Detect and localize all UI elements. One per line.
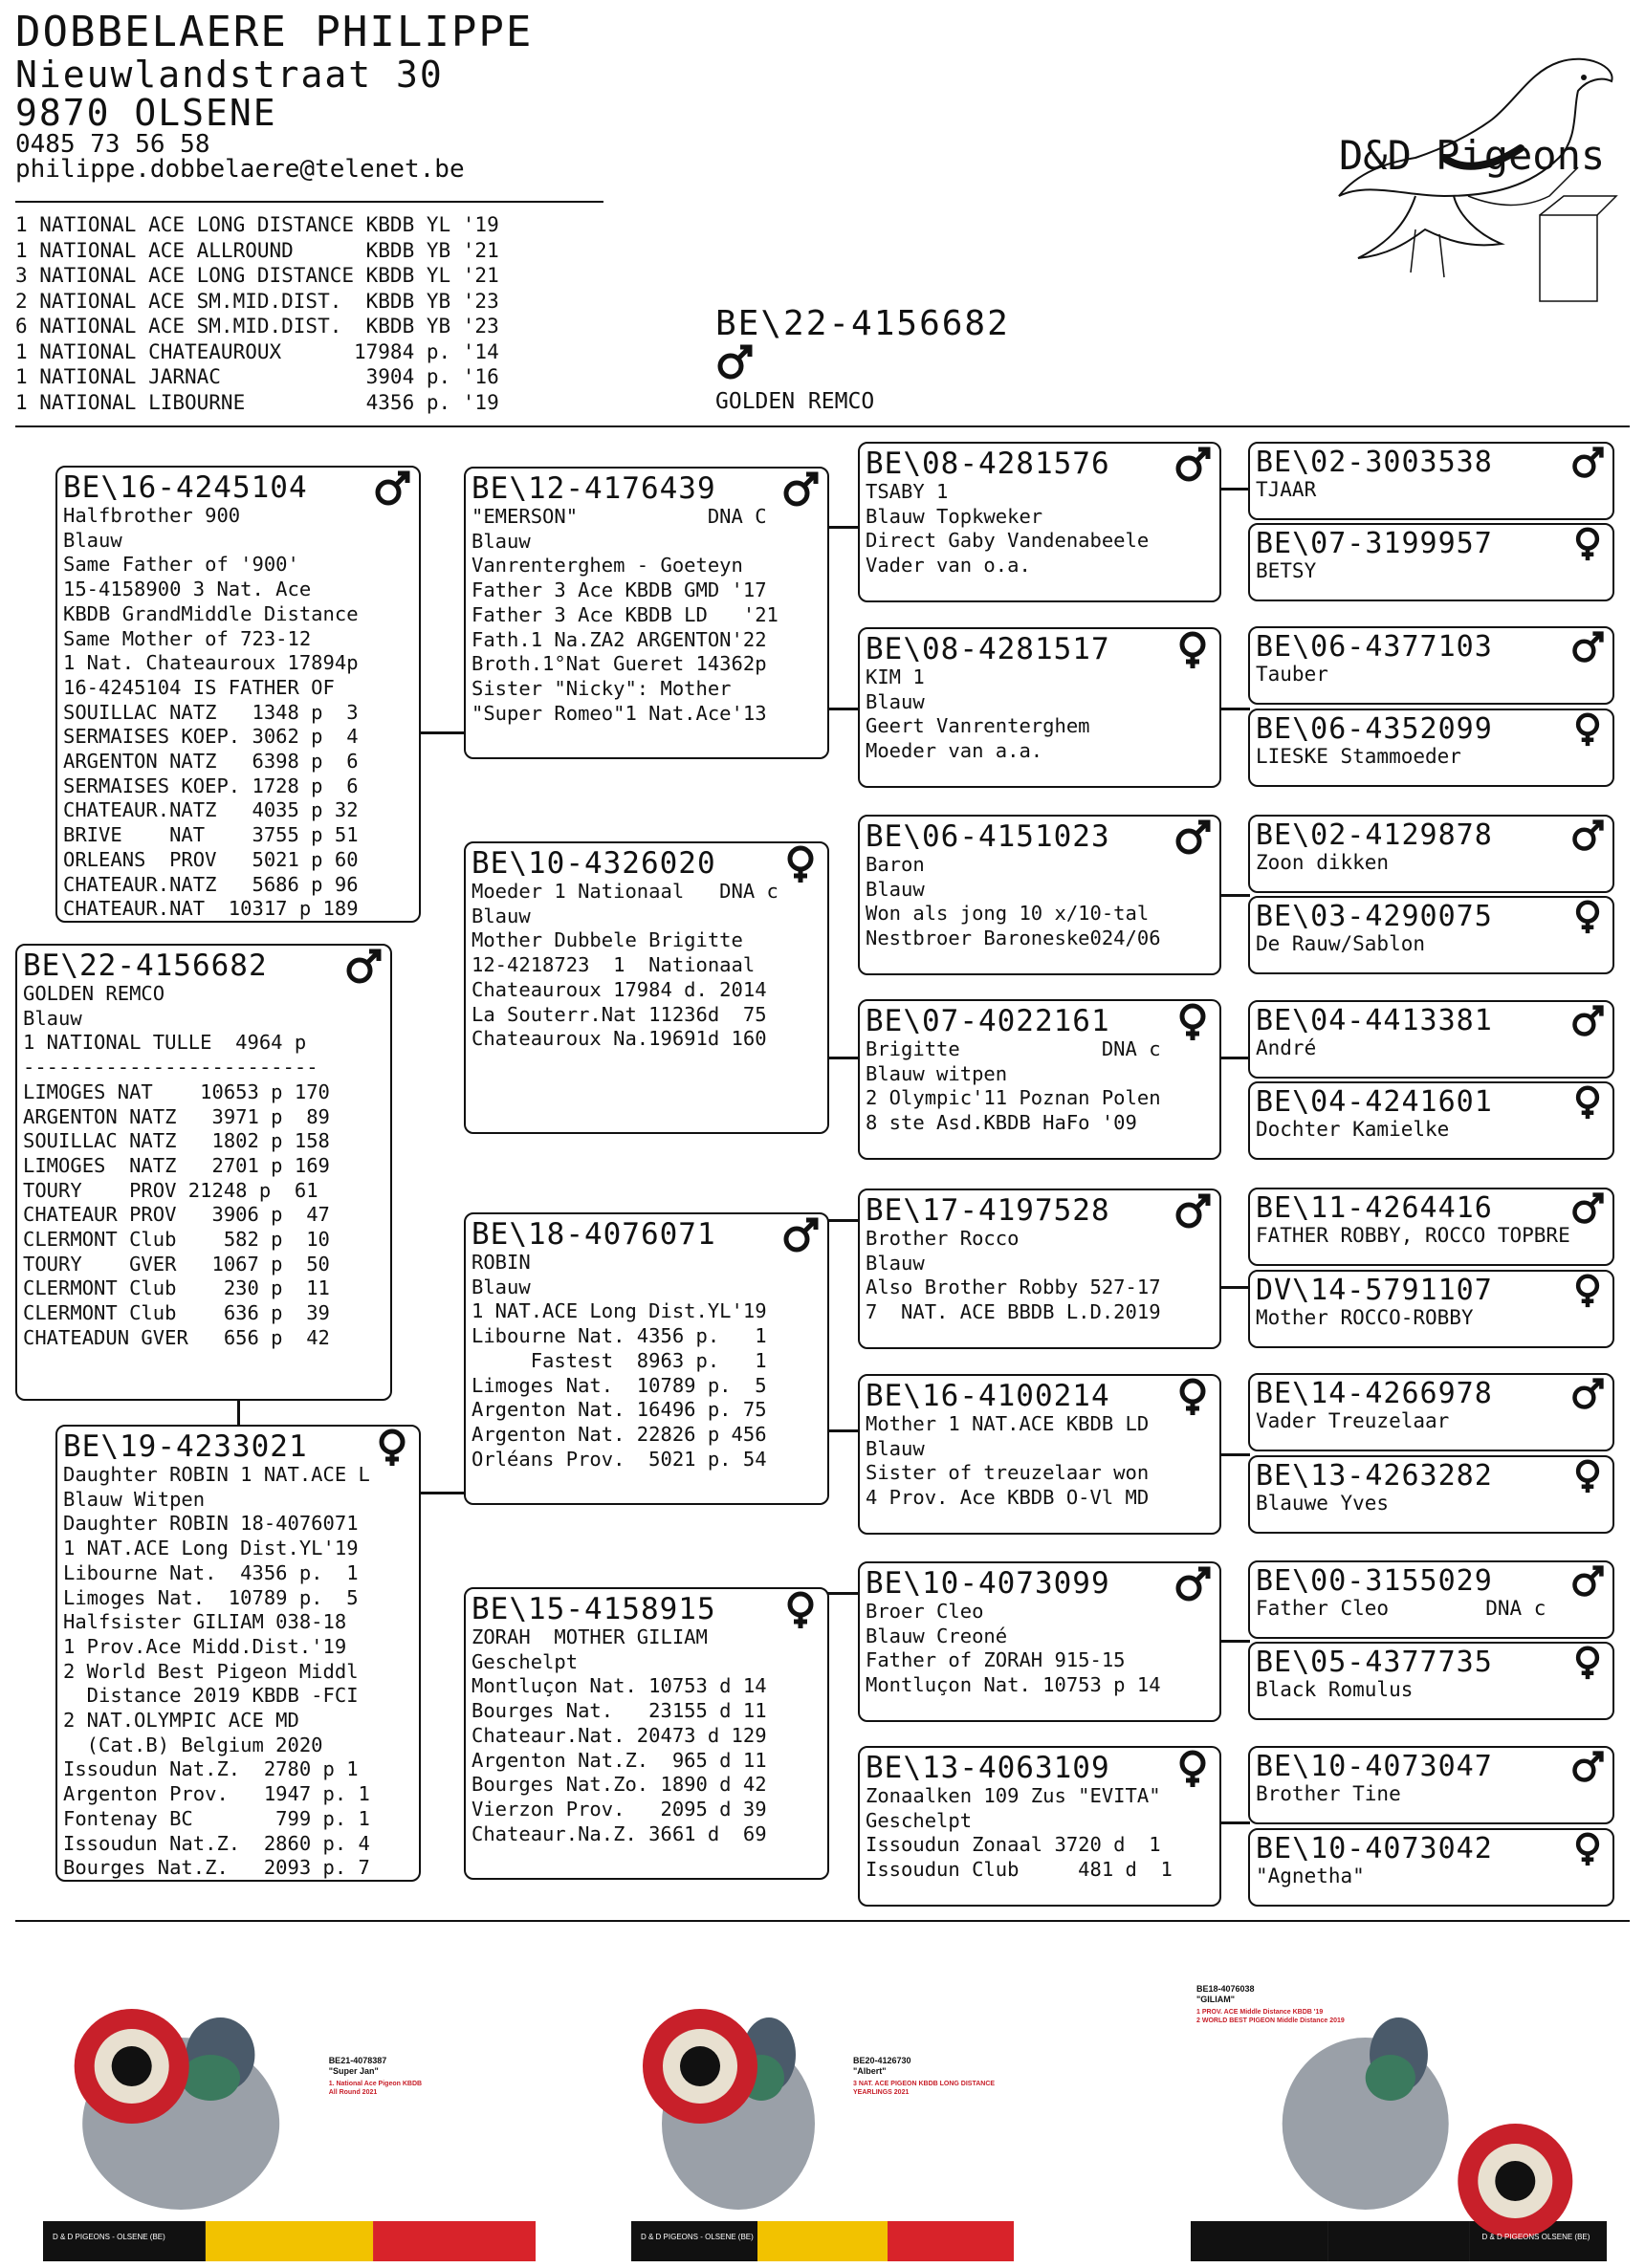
pigeon-info-line: 2 NAT.OLYMPIC ACE MD (63, 1709, 299, 1733)
male-icon (1570, 630, 1605, 665)
pigeon-info-line: 2 World Best Pigeon Middl (63, 1659, 359, 1683)
ring-number: BE\14-4266978 (1256, 1377, 1493, 1410)
pigeon-info-line: Won als jong 10 x/10-tal (866, 902, 1150, 926)
ring-number: BE\10-4326020 (472, 846, 716, 881)
owner-name: DOBBELAERE PHILIPPE (15, 8, 534, 56)
pedigree-box-gen4[interactable] (1248, 1642, 1614, 1720)
pedigree-box-gen4[interactable] (1248, 1000, 1614, 1079)
pedigree-box-sdd[interactable] (858, 999, 1221, 1160)
pigeon-info-line: Montluçon Nat. 10753 p 14 (866, 1673, 1161, 1697)
pedigree-box-ssd[interactable] (858, 627, 1221, 788)
male-icon (1173, 1565, 1212, 1603)
male-icon (344, 948, 383, 986)
pigeon-info-line: Black Romulus (1256, 1678, 1414, 1701)
pigeon-info-line: Mother Dubbele Brigitte (472, 928, 743, 952)
pigeon-info-line: Argenton Prov. 1947 p. 1 (63, 1782, 370, 1806)
pigeon-info-line: 4 Prov. Ace KBDB O-Vl MD (866, 1486, 1150, 1510)
pigeon-info-line: SOUILLAC NATZ 1802 p 158 (23, 1129, 330, 1153)
pedigree-box-gen4[interactable] (1248, 1373, 1614, 1451)
pigeon-info-line: Issoudun Nat.Z. 2860 p. 4 (63, 1831, 370, 1855)
pigeon-info-line: CLERMONT Club 230 p 11 (23, 1276, 330, 1300)
pigeon-info-line: ROBIN (472, 1251, 531, 1274)
pigeon-info-line: Blauw witpen (866, 1061, 1008, 1085)
pigeon-info-line: Blauw Witpen (63, 1487, 206, 1511)
pigeon-info-line: André (1256, 1036, 1317, 1059)
achievement-line: 1 NATIONAL ACE ALLROUND KBDB YB '21 (15, 238, 499, 262)
pigeon-info-line: Moeder 1 Nationaal DNA c (472, 880, 779, 903)
pigeon-info-line: BETSY (1256, 559, 1317, 582)
pigeon-info-line: La Souterr.Nat 11236d 75 (472, 1002, 767, 1026)
male-icon (1173, 1192, 1212, 1231)
pigeon-info-line: Blauw (866, 689, 925, 713)
pigeon-info-line: Halfsister GILIAM 038-18 (63, 1610, 347, 1634)
pedigree-box-gen4[interactable] (1248, 1270, 1614, 1348)
promo-name: "GILIAM" (1196, 1995, 1236, 2004)
promo-name: "Albert" (853, 2066, 887, 2076)
pigeon-info-line: CHATEAUR.NATZ 5686 p 96 (63, 872, 359, 896)
pigeon-info-line: CHATEADUN GVER 656 p 42 (23, 1325, 330, 1349)
pigeon-info-line: 7 NAT. ACE BBDB L.D.2019 (866, 1300, 1161, 1324)
ring-number: BE\12-4176439 (472, 471, 716, 506)
ring-number: BE\08-4281517 (866, 632, 1110, 666)
connector (827, 1057, 861, 1059)
female-icon (1570, 1274, 1605, 1308)
pigeon-photo-icon (43, 1974, 536, 2261)
pigeon-info-line: GOLDEN REMCO (23, 982, 165, 1005)
pigeon-info-line: Sister of treuzelaar won (866, 1461, 1150, 1485)
promo-subtitle: All Round 2021 (328, 2089, 378, 2096)
pigeon-info-line: TSABY 1 (866, 480, 949, 503)
promo-subtitle: YEARLINGS 2021 (853, 2089, 910, 2096)
pigeon-photo-icon (631, 1974, 1014, 2261)
achievement-line: 1 NATIONAL CHATEAUROUX 17984 p. '14 (15, 339, 499, 363)
connector (1219, 1057, 1250, 1059)
pigeon-info-line: TJAAR (1256, 478, 1317, 501)
male-icon (715, 343, 754, 382)
ring-number: BE\02-4129878 (1256, 818, 1493, 852)
female-icon (1570, 1646, 1605, 1680)
pigeon-info-line: 16-4245104 IS FATHER OF (63, 675, 335, 699)
pigeon-info-line: 15-4158900 3 Nat. Ace (63, 578, 312, 601)
pedigree-box-dam-sire[interactable] (464, 1212, 829, 1505)
owner-block (15, 10, 608, 182)
pigeon-info-line: CLERMONT Club 582 p 10 (23, 1228, 330, 1252)
pigeon-info-line: Vader van o.a. (866, 554, 1031, 578)
pigeon-info-line: Zoon dikken (1256, 851, 1390, 874)
pedigree-box-sire-dam[interactable] (464, 841, 829, 1134)
connector (421, 731, 464, 734)
pigeon-info-line: Blauw (866, 877, 925, 901)
pedigree-box-dam[interactable] (55, 1425, 421, 1882)
pigeon-info-line: LIMOGES NATZ 2701 p 169 (23, 1153, 330, 1177)
owner-street: Nieuwlandstraat 30 (15, 54, 444, 96)
achievement-line: 3 NATIONAL ACE LONG DISTANCE KBDB YL '21 (15, 264, 499, 287)
ring-number: BE\03-4290075 (1256, 900, 1493, 933)
pigeon-info-line: Blauw (472, 1275, 531, 1298)
male-icon (1173, 446, 1212, 484)
female-icon (781, 845, 820, 883)
pigeon-info-line: Fath.1 Na.ZA2 ARGENTON'22 (472, 627, 767, 651)
ring-number: BE\22-4156682 (23, 949, 268, 983)
pigeon-info-line: Chateauroux 17984 d. 2014 (472, 977, 767, 1001)
pigeon-info-line: Blauw (866, 1251, 925, 1275)
pigeon-info-line: KBDB GrandMiddle Distance (63, 601, 359, 625)
pigeon-info-line: "Agnetha" (1256, 1865, 1365, 1887)
pigeon-info-line: Limoges Nat. 10789 p. 5 (63, 1585, 359, 1609)
pigeon-info-line: Mother ROCCO-ROBBY (1256, 1306, 1474, 1329)
pigeon-info-line: 2 Olympic'11 Poznan Polen (866, 1086, 1161, 1110)
female-icon (1570, 1832, 1605, 1866)
achievement-line: 1 NATIONAL ACE LONG DISTANCE KBDB YL '19 (15, 213, 499, 236)
connector (1219, 1821, 1250, 1824)
pigeon-info-line: SERMAISES KOEP. 3062 p 4 (63, 725, 359, 749)
footer-divider (15, 1920, 1630, 1922)
pigeon-info-line: ZORAH MOTHER GILIAM (472, 1625, 708, 1648)
pigeon-info-line: CLERMONT Club 636 p 39 (23, 1301, 330, 1325)
pigeon-info-line: Chateaur.Na.Z. 3661 d 69 (472, 1821, 767, 1845)
pigeon-info-line: Chateauroux Na.19691d 160 (472, 1027, 767, 1051)
pigeon-info-line: Blauw (23, 1006, 82, 1030)
pigeon-info-line: Fontenay BC 799 p. 1 (63, 1806, 370, 1830)
pigeon-info-line: Geert Vanrenterghem (866, 714, 1090, 738)
female-icon (1570, 1085, 1605, 1120)
female-icon (1173, 1003, 1212, 1041)
pigeon-info-line: Same Father of '900' (63, 553, 299, 577)
female-icon (1173, 631, 1212, 669)
pigeon-info-line: Dochter Kamielke (1256, 1118, 1450, 1141)
subject-ring: BE\22-4156682 (715, 304, 1010, 343)
male-icon (1570, 1191, 1605, 1226)
pigeon-info-line: LIESKE Stammoeder (1256, 745, 1461, 768)
pigeon-info-line: Orléans Prov. 5021 p. 54 (472, 1447, 767, 1471)
male-icon (781, 1216, 820, 1254)
pigeon-info-line: Bourges Nat.Zo. 1890 d 42 (472, 1773, 767, 1797)
ring-number: DV\14-5791107 (1256, 1274, 1493, 1307)
pigeon-info-line: Argenton Nat. 22826 p 456 (472, 1422, 767, 1446)
pedigree-box-gen4[interactable] (1248, 523, 1614, 601)
pigeon-info-line: "Super Romeo"1 Nat.Ace'13 (472, 701, 767, 725)
pigeon-info-line: 1 Prov.Ace Midd.Dist.'19 (63, 1634, 347, 1658)
pigeon-info-line: Distance 2019 KBDB -FCI (63, 1684, 359, 1708)
pedigree-box-dss[interactable] (858, 1189, 1221, 1349)
pigeon-info-line: 1 NAT.ACE Long Dist.YL'19 (63, 1537, 359, 1560)
logo-text: D&D Pigeons (1339, 132, 1606, 179)
pigeon-info-line: Direct Gaby Vandenabeele (866, 529, 1150, 553)
pedigree-box-sss[interactable] (858, 442, 1221, 602)
pedigree-box-ddd[interactable] (858, 1746, 1221, 1907)
promo-title: 1 PROV. ACE Middle Distance KBDB '19 (1196, 2009, 1324, 2016)
male-icon (1570, 446, 1605, 480)
pigeon-info-line: Blauw (866, 1436, 925, 1460)
ring-number: BE\19-4233021 (63, 1429, 308, 1464)
pigeon-info-line: Tauber (1256, 663, 1328, 686)
female-icon (1173, 1378, 1212, 1416)
achievement-line: 1 NATIONAL JARNAC 3904 p. '16 (15, 365, 499, 388)
pedigree-box-sire-sire[interactable] (464, 467, 829, 759)
pedigree-box-gen4[interactable] (1248, 1746, 1614, 1824)
achievement-line: 6 NATIONAL ACE SM.MID.DIST. KBDB YB '23 (15, 315, 499, 338)
male-icon (1570, 1750, 1605, 1784)
ring-number: BE\04-4241601 (1256, 1085, 1493, 1119)
pigeon-info-line: Sister "Nicky": Mother (472, 676, 732, 700)
pigeon-info-line: Broth.1°Nat Gueret 14362p (472, 652, 767, 676)
ring-number: BE\18-4076071 (472, 1217, 716, 1252)
pigeon-info-line: Father of ZORAH 915-15 (866, 1648, 1126, 1672)
pedigree-box-dsd[interactable] (858, 1374, 1221, 1535)
owner-phone: 0485 73 56 58 (15, 130, 210, 159)
female-icon (1570, 527, 1605, 561)
pigeon-info-line: Mother 1 NAT.ACE KBDB LD (866, 1412, 1150, 1435)
pigeon-info-line: ARGENTON NATZ 3971 p 89 (23, 1104, 330, 1128)
promo-name: "Super Jan" (328, 2066, 379, 2076)
pigeon-info-line: Brother Rocco (866, 1227, 1020, 1250)
connector (1219, 488, 1250, 491)
pigeon-info-line: Blauw (472, 529, 531, 553)
promo-footer: D & D PIGEONS OLSENE (BE) (1481, 2233, 1590, 2241)
pedigree-box-dam-dam[interactable] (464, 1587, 829, 1880)
pigeon-info-line: Father 3 Ace KBDB LD '21 (472, 602, 779, 626)
pedigree-box-gen4[interactable] (1248, 442, 1614, 520)
pigeon-info-line: CHATEAUR PROV 3906 p 47 (23, 1203, 330, 1227)
pigeon-info-line: ------------------------- (23, 1056, 318, 1079)
ring-number: BE\16-4245104 (63, 470, 308, 505)
subject-name: GOLDEN REMCO (715, 389, 875, 414)
pigeon-info-line: CHATEAUR.NAT 10317 p 189 (63, 897, 359, 921)
pigeon-info-line: ARGENTON NATZ 6398 p 6 (63, 750, 359, 774)
connector (1219, 1286, 1250, 1289)
pigeon-info-line: De Rauw/Sablon (1256, 932, 1426, 955)
female-icon (1570, 712, 1605, 747)
owner-city: 9870 OLSENE (15, 92, 277, 134)
pigeon-info-line: Issoudun Nat.Z. 2780 p 1 (63, 1757, 359, 1781)
ring-number: BE\08-4281576 (866, 447, 1110, 481)
pigeon-info-line: Blauw (63, 528, 122, 552)
pigeon-info-line: Father Cleo DNA c (1256, 1597, 1546, 1620)
ring-number: BE\07-3199957 (1256, 527, 1493, 560)
promo-ring: BE21-4078387 (328, 2056, 387, 2065)
pedigree-box-dds[interactable] (858, 1561, 1221, 1722)
pigeon-info-line: Bourges Nat. 23155 d 11 (472, 1699, 767, 1723)
ring-number: BE\06-4151023 (866, 819, 1110, 854)
connector (827, 526, 861, 529)
ring-number: BE\10-4073042 (1256, 1832, 1493, 1865)
ring-number: BE\00-3155029 (1256, 1564, 1493, 1598)
achievements-list (15, 212, 499, 415)
pigeon-info-line: 1 Nat. Chateauroux 17894p (63, 651, 359, 675)
dove-logo-icon (1301, 53, 1626, 311)
promo-card-giliam (1191, 1974, 1607, 2261)
female-icon (781, 1591, 820, 1629)
ring-number: BE\06-4352099 (1256, 712, 1493, 746)
promo-footer: D & D PIGEONS - OLSENE (BE) (53, 2233, 165, 2241)
owner-email[interactable]: philippe.dobbelaere@telenet.be (15, 155, 465, 184)
subject-header (715, 304, 1010, 414)
male-icon (1570, 818, 1605, 853)
pigeon-info-line: Also Brother Robby 527-17 (866, 1276, 1161, 1299)
pedigree-box-self[interactable] (15, 944, 392, 1401)
connector (827, 1592, 861, 1595)
pigeon-info-line: Chateaur.Nat. 20473 d 129 (472, 1723, 767, 1747)
female-icon (1570, 900, 1605, 934)
pigeon-info-line: Blauw Creoné (866, 1624, 1008, 1647)
pigeon-info-line: Libourne Nat. 4356 p. 1 (63, 1560, 359, 1584)
pedigree-box-gen4[interactable] (1248, 1828, 1614, 1907)
pedigree-box-gen4[interactable] (1248, 1560, 1614, 1639)
pigeon-info-line: ORLEANS PROV 5021 p 60 (63, 847, 359, 871)
ring-number: BE\07-4022161 (866, 1004, 1110, 1038)
pigeon-info-line: Nestbroer Baroneske024/06 (866, 927, 1161, 950)
promo-title: 1. National Ace Pigeon KBDB (328, 2081, 423, 2087)
pedigree-box-sds[interactable] (858, 815, 1221, 975)
male-icon (373, 469, 411, 508)
pedigree-box-gen4[interactable] (1248, 896, 1614, 974)
promo-ring: BE20-4126730 (853, 2056, 911, 2065)
ring-number: BE\02-3003538 (1256, 446, 1493, 479)
connector (1219, 894, 1250, 897)
pigeon-info-line: Argenton Nat.Z. 965 d 11 (472, 1748, 767, 1772)
pigeon-info-line: Daughter ROBIN 18-4076071 (63, 1512, 359, 1536)
ring-number: BE\17-4197528 (866, 1193, 1110, 1228)
pedigree-box-gen4[interactable] (1248, 626, 1614, 705)
pigeon-info-line: 1 NATIONAL TULLE 4964 p (23, 1031, 307, 1055)
pigeon-info-line: 8 ste Asd.KBDB HaFo '09 (866, 1111, 1137, 1135)
pigeon-info-line: Bourges Nat.Z. 2093 p. 7 (63, 1856, 370, 1880)
connector (1219, 708, 1250, 710)
ring-number: BE\15-4158915 (472, 1592, 716, 1626)
connector (827, 1429, 861, 1432)
female-icon (373, 1428, 411, 1467)
male-icon (781, 470, 820, 509)
female-icon (1173, 1750, 1212, 1788)
pigeon-info-line: Zonaalken 109 Zus "EVITA" (866, 1784, 1161, 1807)
connector (421, 1492, 464, 1494)
pigeon-info-line: Limoges Nat. 10789 p. 5 (472, 1373, 767, 1397)
pigeon-info-line: Blauw Topkweker (866, 504, 1043, 528)
pigeon-info-line: (Cat.B) Belgium 2020 (63, 1733, 323, 1756)
pigeon-info-line: FATHER ROBBY, ROCCO TOPBRE (1256, 1224, 1570, 1247)
header-underline (15, 201, 603, 203)
ring-number: BE\04-4413381 (1256, 1004, 1493, 1037)
male-icon (1173, 818, 1212, 857)
promo-card-albert (631, 1974, 1014, 2261)
pedigree-box-gen4[interactable] (1248, 709, 1614, 787)
male-icon (1570, 1564, 1605, 1599)
pigeon-info-line: Daughter ROBIN 1 NAT.ACE L (63, 1463, 370, 1486)
ring-number: BE\11-4264416 (1256, 1191, 1493, 1225)
header-divider (15, 425, 1630, 427)
connector (827, 1219, 861, 1222)
promo-title: 3 NAT. ACE PIGEON KBDB LONG DISTANCE (853, 2081, 996, 2087)
pigeon-info-line: Vierzon Prov. 2095 d 39 (472, 1797, 767, 1821)
ring-number: BE\10-4073099 (866, 1566, 1110, 1601)
promo-subtitle: 2 WORLD BEST PIGEON Middle Distance 2019 (1196, 2017, 1345, 2024)
achievement-line: 1 NATIONAL LIBOURNE 4356 p. '19 (15, 390, 499, 414)
promo-card-super-jan (43, 1974, 536, 2261)
ring-number: BE\16-4100214 (866, 1379, 1110, 1413)
ring-number: BE\13-4263282 (1256, 1459, 1493, 1493)
pigeon-info-line: Fastest 8963 p. 1 (472, 1348, 767, 1372)
promo-ring: BE18-4076038 (1196, 1984, 1255, 1994)
pigeon-info-line: Montluçon Nat. 10753 d 14 (472, 1674, 767, 1698)
pigeon-info-line: Issoudun Club 481 d 1 (866, 1858, 1173, 1882)
ring-number: BE\13-4063109 (866, 1751, 1110, 1785)
pedigree-box-gen4[interactable] (1248, 1081, 1614, 1160)
pigeon-info-line: KIM 1 (866, 665, 925, 688)
pigeon-info-line: Brigitte DNA c (866, 1037, 1161, 1060)
pedigree-box-gen4[interactable] (1248, 1188, 1614, 1266)
pigeon-info-line: Broer Cleo (866, 1600, 984, 1623)
pigeon-info-line: Father 3 Ace KBDB GMD '17 (472, 578, 767, 602)
pigeon-info-line: Geschelpt (866, 1808, 973, 1832)
pigeon-info-line: Issoudun Zonaal 3720 d 1 (866, 1833, 1161, 1857)
ring-number: BE\06-4377103 (1256, 630, 1493, 664)
pigeon-info-line: Halfbrother 900 (63, 504, 241, 527)
connector (1219, 1453, 1250, 1456)
pigeon-info-line: 12-4218723 1 Nationaal (472, 953, 756, 977)
pigeon-info-line: "EMERSON" DNA C (472, 505, 767, 528)
pigeon-info-line: SOUILLAC NATZ 1348 p 3 (63, 700, 359, 724)
pigeon-info-line: Brother Tine (1256, 1782, 1401, 1805)
female-icon (1570, 1459, 1605, 1494)
ring-number: BE\10-4073047 (1256, 1750, 1493, 1783)
ring-number: BE\05-4377735 (1256, 1646, 1493, 1679)
pigeon-info-line: Argenton Nat. 16496 p. 75 (472, 1398, 767, 1422)
pigeon-info-line: Blauwe Yves (1256, 1492, 1390, 1515)
pigeon-info-line: BRIVE NAT 3755 p 51 (63, 823, 359, 847)
male-icon (1570, 1377, 1605, 1411)
pigeon-info-line: LIMOGES NAT 10653 p 170 (23, 1079, 330, 1103)
pigeon-info-line: SERMAISES KOEP. 1728 p 6 (63, 774, 359, 797)
achievement-line: 2 NATIONAL ACE SM.MID.DIST. KBDB YB '23 (15, 289, 499, 313)
pigeon-info-line: TOURY GVER 1067 p 50 (23, 1252, 330, 1276)
pedigree-box-gen4[interactable] (1248, 1455, 1614, 1534)
connector (827, 708, 861, 710)
pigeon-info-line: Same Mother of 723-12 (63, 626, 312, 650)
pigeon-info-line: Blauw (472, 904, 531, 927)
pedigree-box-gen4[interactable] (1248, 815, 1614, 893)
pigeon-info-line: 1 NAT.ACE Long Dist.YL'19 (472, 1299, 767, 1323)
pigeon-info-line: Vader Treuzelaar (1256, 1409, 1450, 1432)
pigeon-info-line: Vanrenterghem - Goeteyn (472, 554, 743, 578)
pigeon-info-line: Baron (866, 853, 925, 876)
promo-footer: D & D PIGEONS - OLSENE (BE) (641, 2233, 754, 2241)
connector (1219, 1640, 1250, 1643)
pigeon-info-line: Geschelpt (472, 1649, 579, 1673)
pigeon-info-line: Moeder van a.a. (866, 739, 1043, 763)
pigeon-info-line: TOURY PROV 21248 p 61 (23, 1178, 318, 1202)
male-icon (1570, 1004, 1605, 1038)
pedigree-box-sire[interactable] (55, 466, 421, 923)
pigeon-info-line: Libourne Nat. 4356 p. 1 (472, 1324, 767, 1348)
pigeon-info-line: CHATEAUR.NATZ 4035 p 32 (63, 798, 359, 822)
